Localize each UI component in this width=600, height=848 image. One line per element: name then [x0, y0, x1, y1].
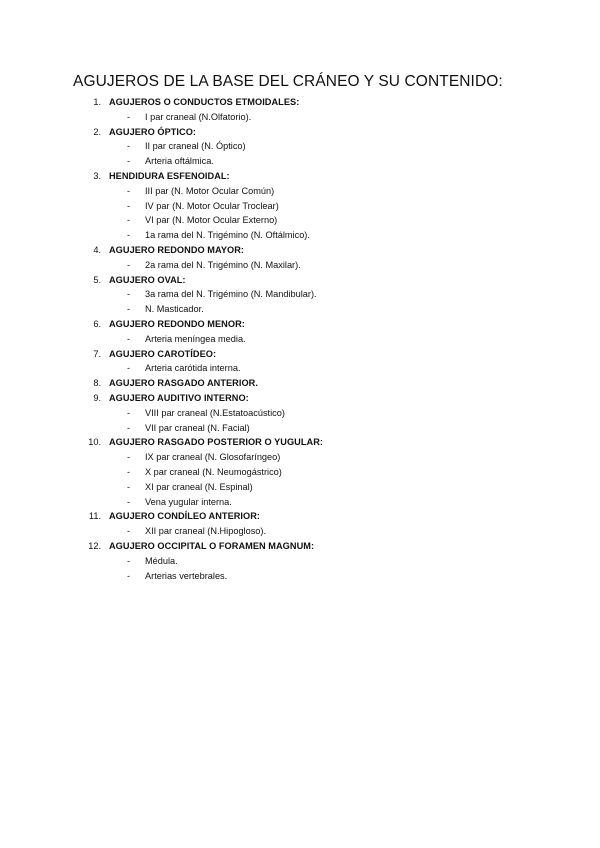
content-text: Médula. [145, 555, 178, 566]
section-number: 10. [88, 437, 101, 448]
content-item [0, 495, 600, 510]
section-contents [0, 184, 600, 243]
content-text: VII par craneal (N. Facial) [145, 422, 250, 433]
section-contents [0, 332, 600, 347]
dash-bullet: - [127, 570, 131, 581]
content-text: IV par (N. Motor Ocular Troclear) [145, 200, 279, 211]
content-text: XI par craneal (N. Espinal) [145, 481, 253, 492]
content-item [0, 465, 600, 480]
section-item [0, 435, 600, 509]
section-number: 9. [93, 392, 101, 403]
section-number: 3. [93, 170, 101, 181]
section-item [0, 169, 600, 243]
content-item [0, 287, 600, 302]
section-label: AGUJERO REDONDO MAYOR: [109, 244, 245, 255]
section-item [0, 391, 600, 435]
dash-bullet: - [127, 481, 131, 492]
content-text: 2a rama del N. Trigémino (N. Maxilar). [145, 259, 301, 270]
content-item [0, 228, 600, 243]
dash-bullet: - [127, 407, 131, 418]
section-contents [0, 110, 600, 125]
dash-bullet: - [127, 156, 131, 167]
section-heading [0, 317, 600, 332]
section-label: AGUJERO CAROTÍDEO: [109, 348, 217, 359]
dash-bullet: - [127, 304, 131, 315]
section-item [0, 95, 600, 125]
content-item [0, 554, 600, 569]
section-number: 12. [88, 540, 101, 551]
dash-bullet: - [127, 111, 131, 122]
content-text: II par craneal (N. Óptico) [145, 141, 246, 152]
section-number: 8. [93, 378, 101, 389]
section-label: AGUJERO ÓPTICO: [109, 126, 197, 137]
dash-bullet: - [127, 496, 131, 507]
section-label: AGUJERO AUDITIVO INTERNO: [109, 392, 249, 403]
section-heading [0, 347, 600, 362]
section-heading [0, 273, 600, 288]
section-label: AGUJERO RASGADO POSTERIOR O YUGULAR: [109, 437, 323, 448]
section-number: 4. [93, 244, 101, 255]
content-text: VI par (N. Motor Ocular Externo) [145, 215, 278, 226]
content-text: Arteria oftálmica. [145, 156, 214, 167]
content-text: X par craneal (N. Neumogástrico) [145, 466, 282, 477]
section-label: AGUJERO RASGADO ANTERIOR. [109, 378, 258, 389]
section-item [0, 317, 600, 347]
section-heading [0, 243, 600, 258]
content-item [0, 258, 600, 273]
dash-bullet: - [127, 466, 131, 477]
content-item [0, 154, 600, 169]
content-text: 3a rama del N. Trigémino (N. Mandibular). [145, 289, 317, 300]
content-text: N. Masticador. [145, 304, 204, 315]
section-item [0, 347, 600, 377]
content-text: Vena yugular interna. [145, 496, 232, 507]
section-label: HENDIDURA ESFENOIDAL: [109, 170, 230, 181]
content-item [0, 302, 600, 317]
foramina-list [0, 95, 600, 583]
content-item [0, 450, 600, 465]
content-item [0, 213, 600, 228]
section-number: 11. [88, 511, 101, 522]
section-contents [0, 406, 600, 436]
content-text: Arteria meníngea media. [145, 333, 246, 344]
dash-bullet: - [127, 200, 131, 211]
dash-bullet: - [127, 185, 131, 196]
content-text: 1a rama del N. Trigémino (N. Oftálmico). [145, 230, 310, 241]
section-heading [0, 539, 600, 554]
content-item [0, 406, 600, 421]
section-item [0, 125, 600, 169]
section-contents [0, 258, 600, 273]
section-number: 1. [93, 97, 101, 107]
content-text: Arteria carótida interna. [145, 363, 241, 374]
dash-bullet: - [127, 259, 131, 270]
content-text: III par (N. Motor Ocular Común) [145, 185, 275, 196]
page-title: AGUJEROS DE LA BASE DEL CRÁNEO Y SU CONTENIDO: [73, 73, 503, 90]
section-contents [0, 450, 600, 509]
dash-bullet: - [127, 141, 131, 152]
section-heading [0, 125, 600, 140]
section-label: AGUJERO OCCIPITAL O FORAMEN MAGNUM: [109, 540, 315, 551]
section-label: AGUJEROS O CONDUCTOS ETMOIDALES: [109, 97, 300, 107]
section-heading [0, 509, 600, 524]
section-heading [0, 376, 600, 391]
content-text: I par craneal (N.Olfatorio). [145, 111, 252, 122]
section-number: 7. [93, 348, 101, 359]
section-number: 5. [93, 274, 101, 285]
section-label: AGUJERO CONDÍLEO ANTERIOR: [109, 511, 261, 522]
dash-bullet: - [127, 333, 131, 344]
dash-bullet: - [127, 422, 131, 433]
section-contents [0, 287, 600, 317]
content-text: Arterias vertebrales. [145, 570, 228, 581]
section-label: AGUJERO OVAL: [109, 274, 186, 285]
content-item [0, 184, 600, 199]
dash-bullet: - [127, 555, 131, 566]
content-item [0, 480, 600, 495]
content-item [0, 569, 600, 584]
content-item [0, 421, 600, 436]
section-item [0, 243, 600, 273]
section-item [0, 273, 600, 317]
section-contents [0, 361, 600, 376]
section-item [0, 509, 600, 539]
content-item [0, 361, 600, 376]
content-item [0, 199, 600, 214]
content-text: VIII par craneal (N.Estatoacústico) [145, 407, 285, 418]
section-item [0, 539, 600, 583]
content-text: XII par craneal (N.Hipogloso). [145, 526, 267, 537]
section-heading [0, 435, 600, 450]
content-item [0, 332, 600, 347]
dash-bullet: - [127, 230, 131, 241]
section-heading [0, 95, 600, 110]
section-contents [0, 139, 600, 169]
content-item [0, 524, 600, 539]
section-item [0, 376, 600, 391]
content-item [0, 110, 600, 125]
content-item [0, 139, 600, 154]
section-number: 2. [93, 126, 101, 137]
dash-bullet: - [127, 289, 131, 300]
dash-bullet: - [127, 452, 131, 463]
dash-bullet: - [127, 363, 131, 374]
section-label: AGUJERO REDONDO MENOR: [109, 318, 245, 329]
section-contents [0, 524, 600, 539]
dash-bullet: - [127, 526, 131, 537]
content-text: IX par craneal (N. Glosofaríngeo) [145, 452, 281, 463]
section-heading [0, 169, 600, 184]
dash-bullet: - [127, 215, 131, 226]
section-heading [0, 391, 600, 406]
section-number: 6. [93, 318, 101, 329]
section-contents [0, 554, 600, 584]
